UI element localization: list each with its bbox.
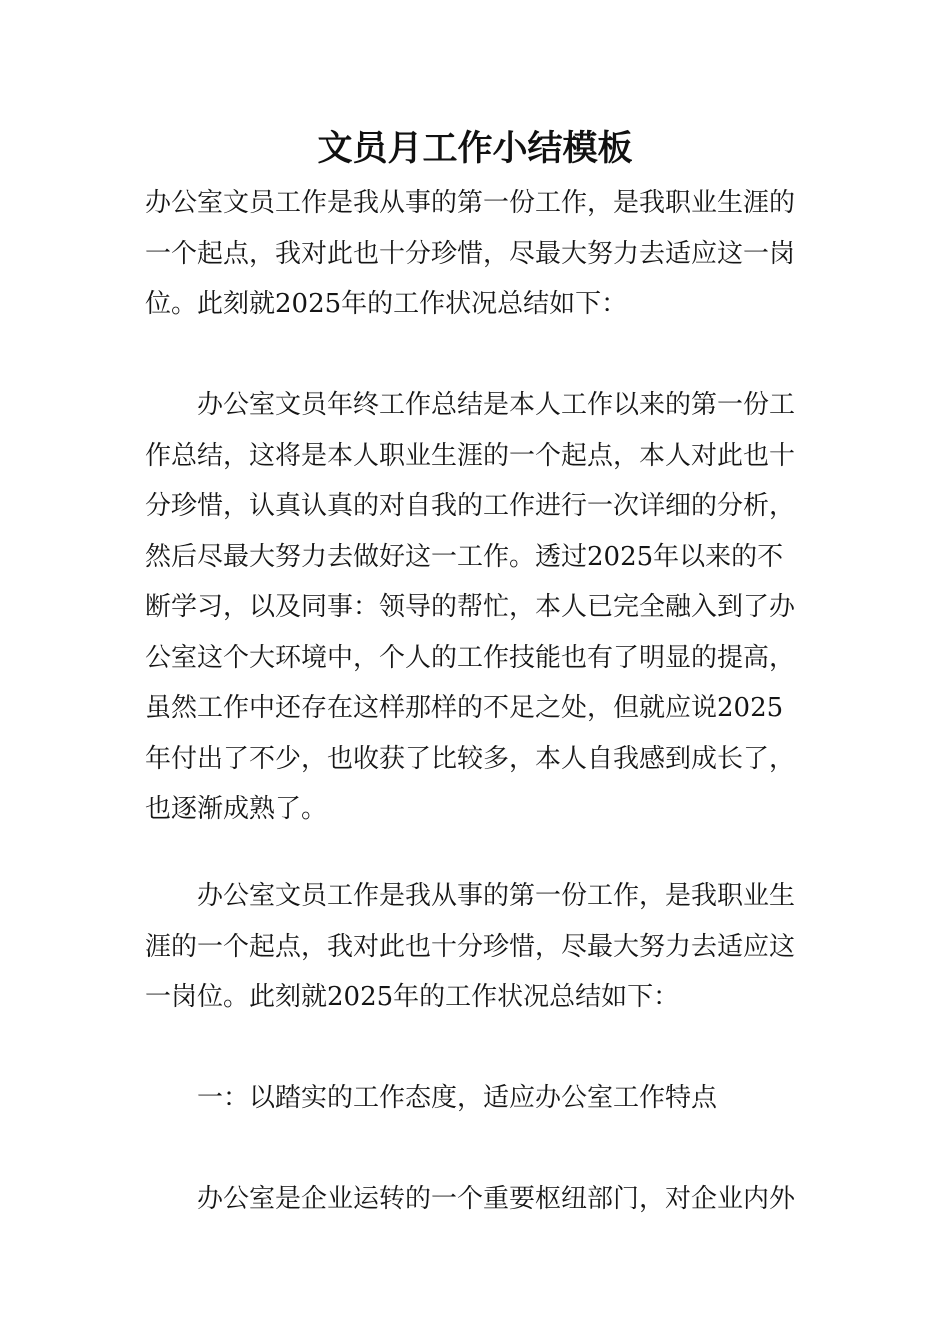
paragraph-intro: 办公室文员工作是我从事的第一份工作，是我职业生涯的一个起点，我对此也十分珍惜，尽最大努力去适应这一岗位。此刻就2025年的工作状况总结如下：: [145, 188, 796, 319]
document-title: 文员月工作小结模板: [317, 129, 633, 169]
paragraph-year-end-summary: 办公室文员年终工作总结是本人工作以来的第一份工作总结，这将是本人职业生涯的一个起点，本人对此也十分珍惜，认真认真的对自我的工作进行一次详细的分析，然后尽最大努力去做好这一工作。透过2025年以来的不断学习，以及同事：领导的帮忙，本人已完全融入到了办公室这个大环境中，个人的工作技能也有了明显的提高，虽然工作中还存在这样那样的不足之处，但就应说2025年付出了不少，也收获了比较多，本人自我感到成长了，也逐渐成熟了。: [145, 390, 796, 824]
paragraph-office-role: 办公室是企业运转的一个重要枢纽部门，对企业内外: [197, 1184, 796, 1214]
section-heading-one: 一：以踏实的工作态度，适应办公室工作特点: [197, 1083, 718, 1113]
paragraph-repeat-intro: 办公室文员工作是我从事的第一份工作，是我职业生涯的一个起点，我对此也十分珍惜，尽最大努力去适应这一岗位。此刻就2025年的工作状况总结如下：: [145, 881, 796, 1012]
